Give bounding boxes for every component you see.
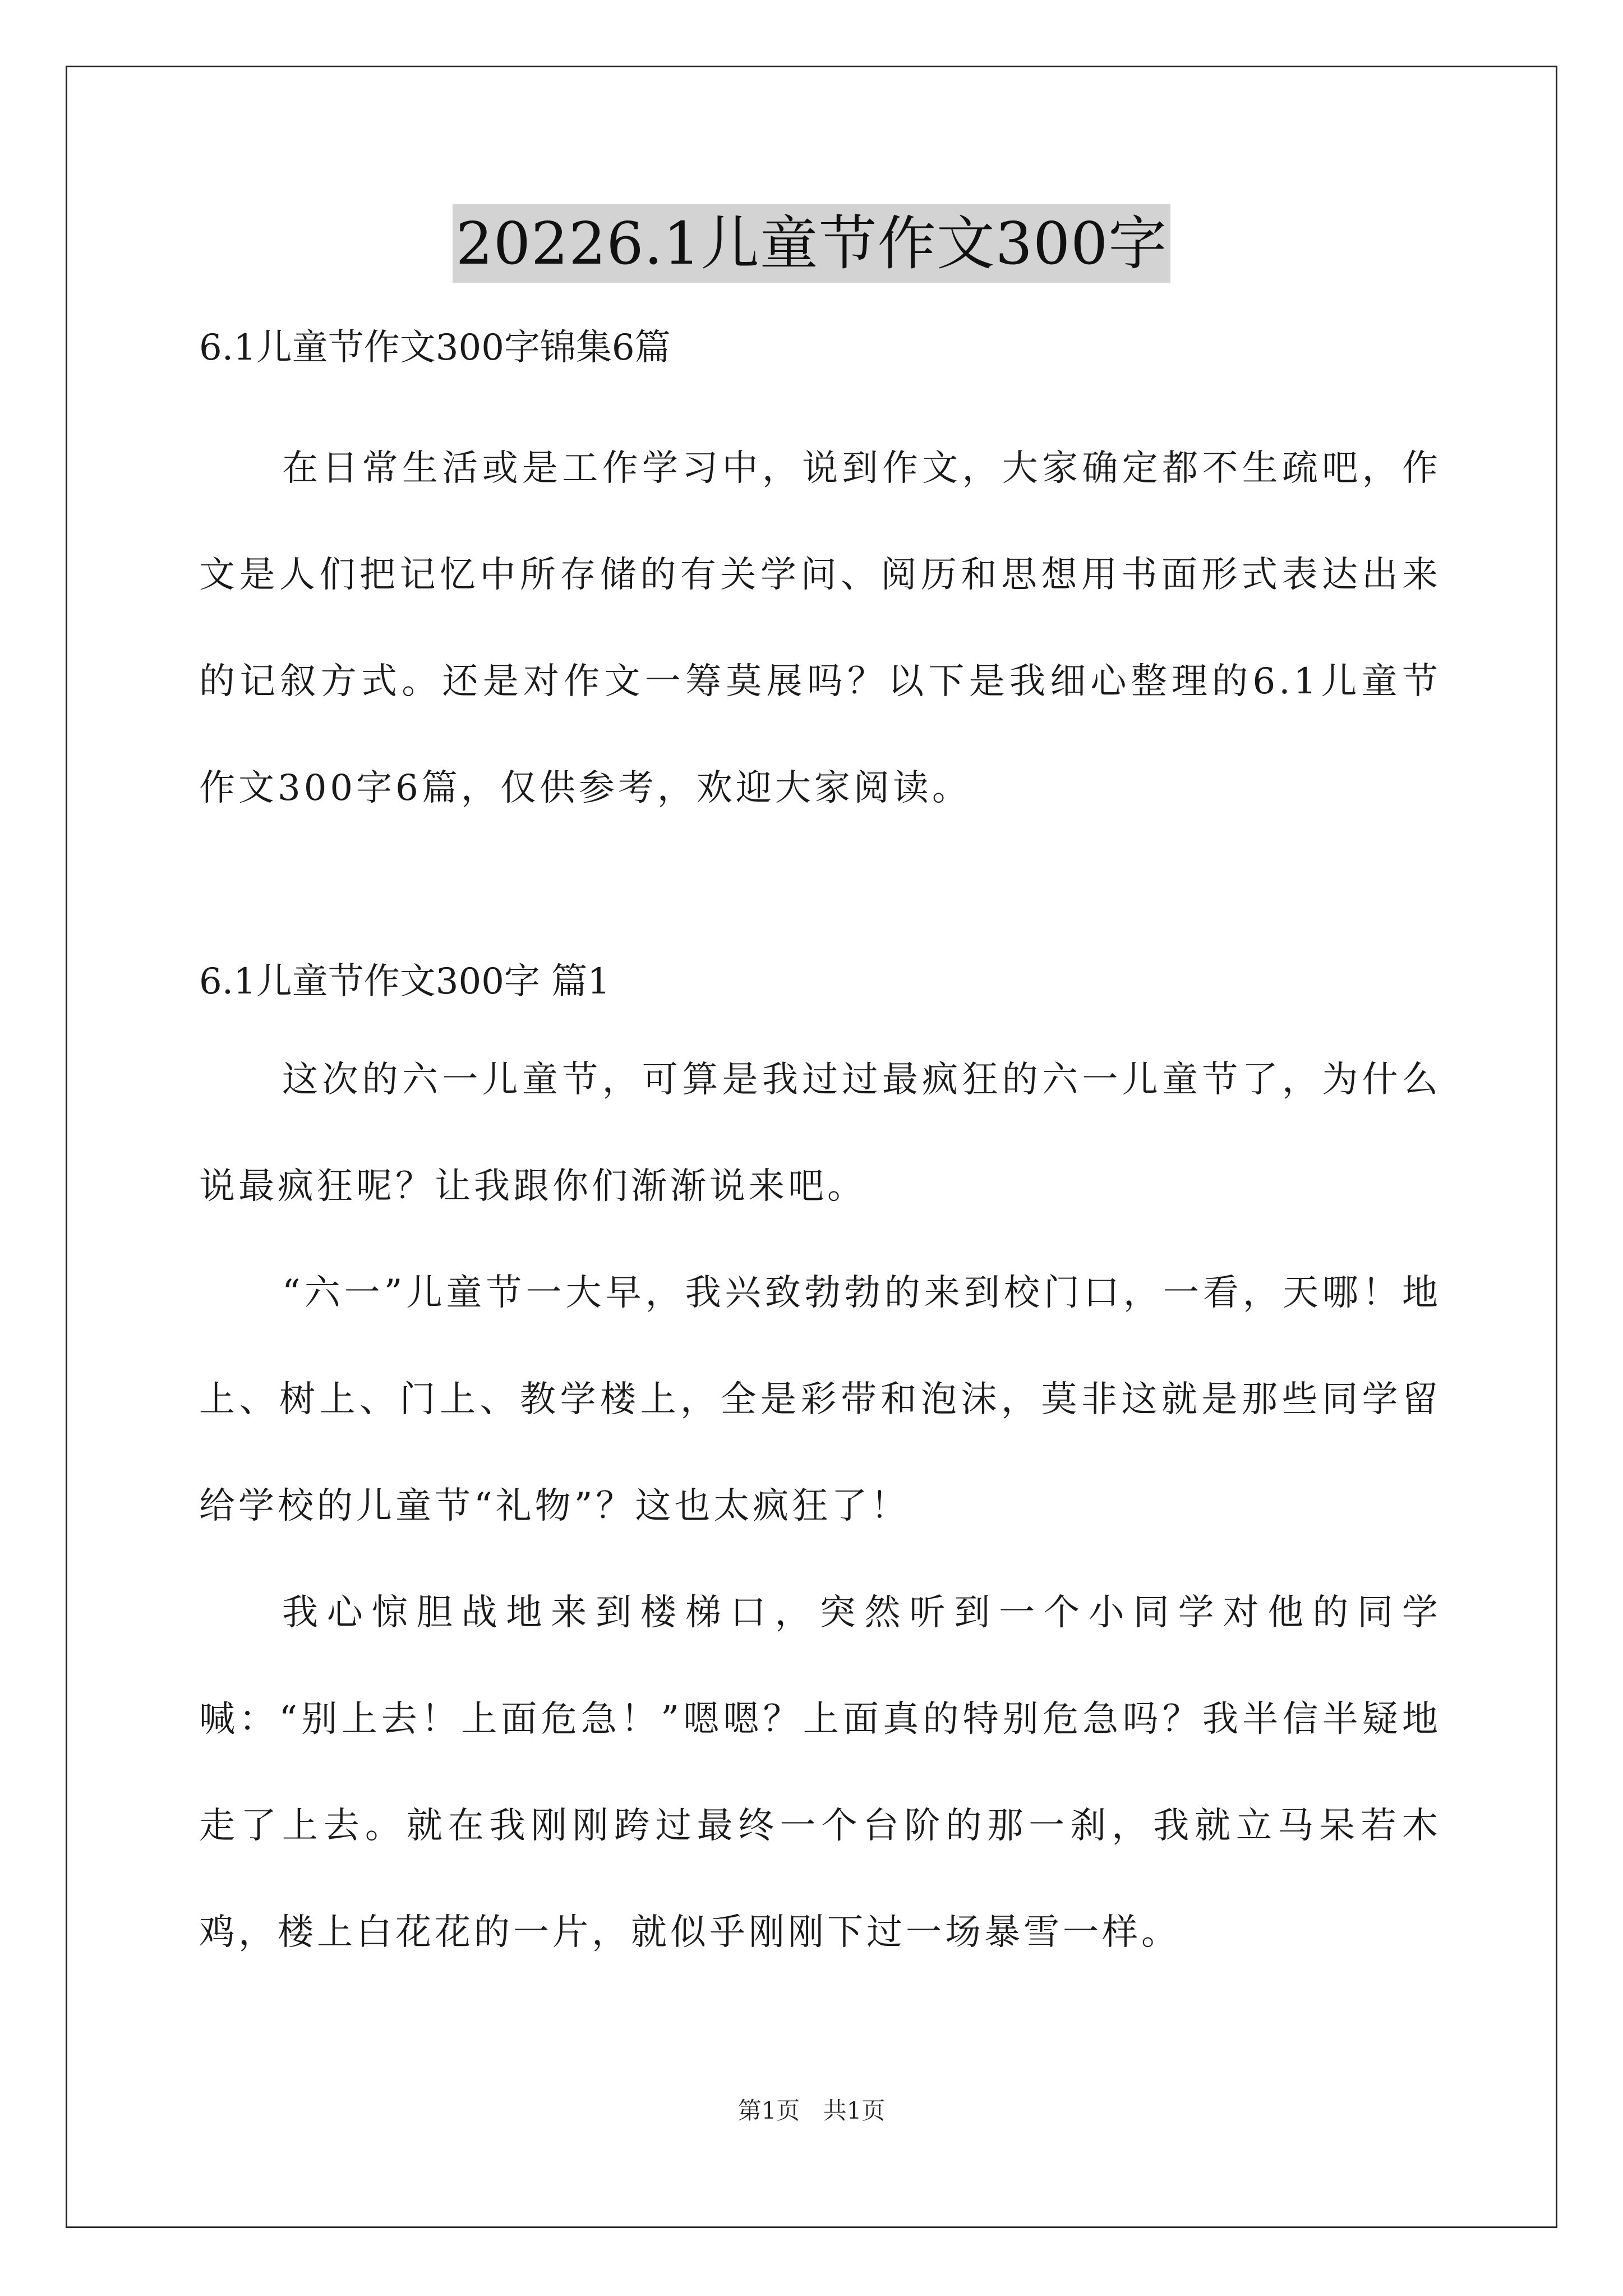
intro-paragraph: 在日常生活或是工作学习中，说到作文，大家确定都不生疏吧，作文是人们把记忆中所存储的有关学问、阅历和思想用书面形式表达出来的记叙方式。还是对作文一筹莫展吗？以下是我细心整理的6.1儿童节作文300字6篇，仅供参考，欢迎大家阅读。 bbox=[199, 448, 1441, 809]
page-number-current: 第1页 bbox=[737, 2097, 800, 2124]
title-container bbox=[0, 204, 1623, 283]
page-number-total: 共1页 bbox=[823, 2097, 886, 2124]
section-heading: 6.1儿童节作文300字 篇1 bbox=[199, 961, 610, 1002]
document-subtitle: 6.1儿童节作文300字锦集6篇 bbox=[199, 327, 671, 369]
document-title: 20226.1儿童节作文300字 bbox=[453, 204, 1171, 283]
body-paragraph-1: 这次的六一儿童节，可算是我过过最疯狂的六一儿童节了，为什么说最疯狂呢？让我跟你们渐渐说来吧。 bbox=[199, 1059, 1441, 1207]
page-footer bbox=[0, 2095, 1623, 2127]
body-paragraph-2: “六一”儿童节一大早，我兴致勃勃的来到校门口，一看，天哪！地上、树上、门上、教学楼上，全是彩带和泡沫，莫非这就是那些同学留给学校的儿童节“礼物”？这也太疯狂了！ bbox=[199, 1272, 1441, 1527]
body-paragraph-3: 我心惊胆战地来到楼梯口，突然听到一个小同学对他的同学喊：“别上去！上面危急！”嗯嗯？上面真的特别危急吗？我半信半疑地走了上去。就在我刚刚跨过最终一个台阶的那一刹，我就立马呆若木鸡，楼上白花花的一片，就似乎刚刚下过一场暴雪一样。 bbox=[199, 1592, 1441, 1953]
